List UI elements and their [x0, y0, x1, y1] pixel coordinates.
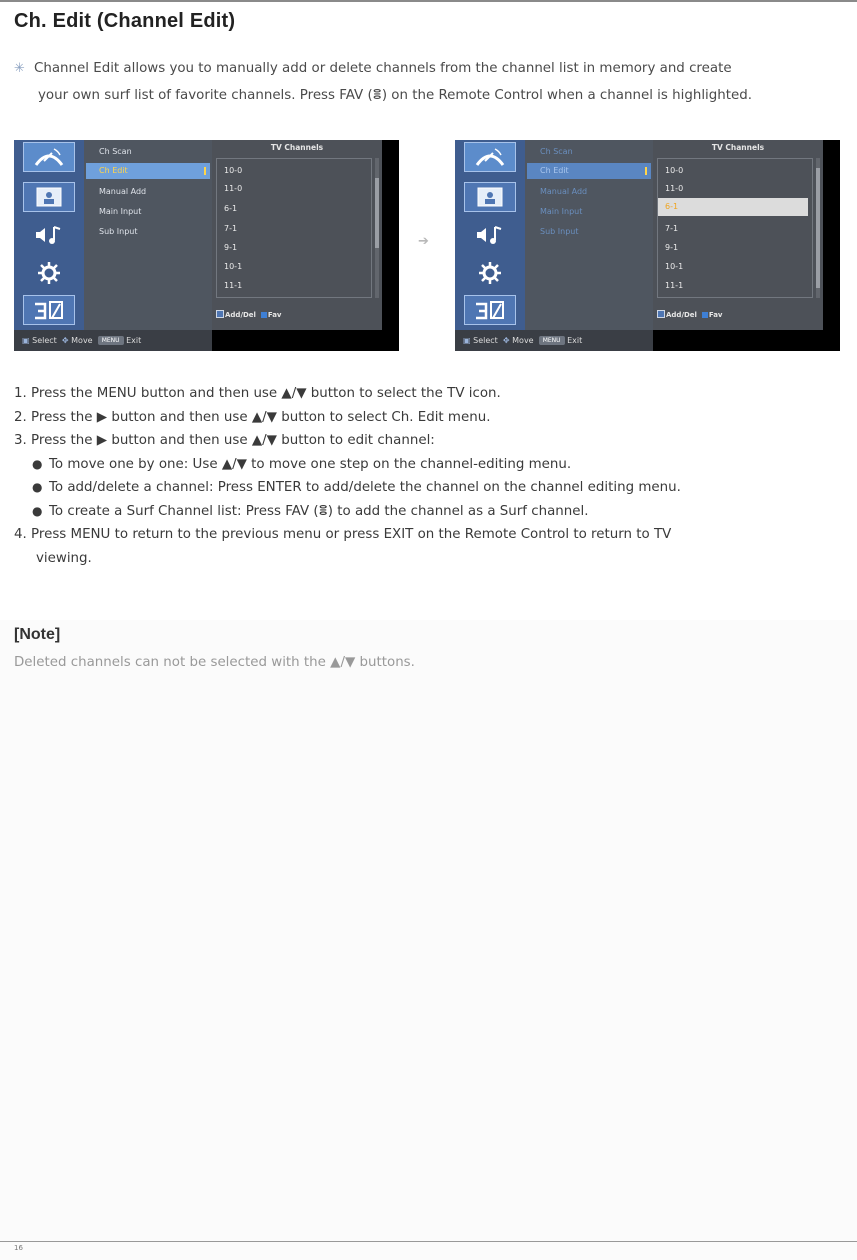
menu-item-ch-scan[interactable]: Ch Scan	[99, 147, 132, 156]
osd-menu-column	[84, 140, 212, 330]
scroll-thumb[interactable]	[816, 168, 820, 288]
channel-row[interactable]: 11-0	[224, 184, 243, 193]
input-icon	[464, 295, 516, 325]
step-3: 3. Press the ▶ button and then use ▲/▼ button to edit channel:	[14, 433, 435, 448]
select-key-icon: ▣	[22, 336, 30, 345]
note-title: [Note]	[14, 626, 61, 643]
channel-legend	[657, 310, 723, 319]
channel-row[interactable]: 9-1	[224, 243, 238, 252]
channel-row-selected[interactable]: 6-1	[658, 198, 808, 216]
channel-panel	[653, 140, 823, 330]
step-3-bullet-1	[14, 453, 844, 477]
osd-screenshot-after	[455, 140, 840, 351]
step-4-continued: viewing.	[36, 550, 92, 566]
osd-bottom-bar	[455, 330, 653, 351]
gear-icon	[23, 258, 75, 288]
bullet-text: To move one by one: Use ▲/▼ to move one step on the channel-editing menu.	[49, 456, 572, 472]
menu-item-manual-add[interactable]: Manual Add	[540, 187, 588, 196]
add-del-key-icon	[216, 310, 224, 318]
channel-row[interactable]: 11-1	[224, 281, 243, 290]
step-3-bullet-2	[14, 476, 844, 500]
note-section	[0, 620, 857, 1260]
channel-row[interactable]: 10-0	[665, 166, 684, 175]
note-text: Deleted channels can not be selected with the ▲/▼ buttons.	[14, 655, 415, 670]
intro-rest: your own surf list of favorite channels. Press FAV (ⴻ) on the Remote Control when a channel is highlighted.	[38, 88, 752, 103]
channel-row[interactable]: 11-0	[665, 184, 684, 193]
intro-paragraph	[14, 55, 814, 109]
bottom-select-label: Select	[32, 336, 57, 345]
bullet-dot-icon: ●	[32, 480, 43, 494]
channel-legend	[216, 310, 282, 319]
satellite-icon	[464, 142, 516, 172]
picture-icon	[23, 182, 75, 212]
channel-panel-title: TV Channels	[711, 143, 765, 152]
channel-row[interactable]: 7-1	[224, 224, 238, 233]
sparkle-icon: ✳	[14, 61, 25, 76]
menu-item-ch-edit[interactable]: Ch Edit	[86, 163, 210, 179]
top-rule	[0, 0, 857, 2]
page-title: Ch. Edit (Channel Edit)	[14, 10, 236, 32]
legend-fav: Fav	[708, 311, 723, 319]
channel-row[interactable]: 10-1	[224, 262, 243, 271]
bottom-move-label: Move	[71, 336, 93, 345]
add-del-key-icon	[657, 310, 665, 318]
osd-right-strip	[823, 140, 840, 351]
bottom-exit-label: Exit	[126, 336, 142, 345]
channel-scrollbar[interactable]	[816, 158, 820, 298]
input-icon	[23, 295, 75, 325]
bottom-exit-label: Exit	[567, 336, 583, 345]
step-4: 4. Press MENU to return to the previous menu or press EXIT on the Remote Control to return to TV	[14, 527, 672, 542]
bullet-dot-icon: ●	[32, 503, 43, 518]
menu-item-sub-input[interactable]: Sub Input	[540, 227, 579, 236]
legend-add-del: Add/Del	[225, 311, 256, 319]
channel-panel	[212, 140, 382, 330]
sound-icon	[23, 220, 75, 250]
legend-fav: Fav	[267, 311, 282, 319]
menu-item-main-input[interactable]: Main Input	[99, 207, 142, 216]
bottom-rule	[0, 1241, 857, 1242]
channel-row[interactable]: 6-1	[224, 204, 238, 213]
bullet-text: To create a Surf Channel list: Press FAV (ⴻ) to add the channel as a Surf channel.	[49, 503, 589, 519]
osd-icon-column	[455, 140, 525, 330]
channel-row[interactable]: 11-1	[665, 281, 684, 290]
osd-menu-column	[525, 140, 653, 330]
fav-key-icon	[702, 312, 708, 318]
move-arrows-icon: ✥	[61, 336, 69, 345]
bullet-text: To add/delete a channel: Press ENTER to add/delete the channel on the channel editing menu.	[49, 480, 681, 495]
channel-list	[657, 158, 813, 298]
channel-row[interactable]: 9-1	[665, 243, 679, 252]
osd-bottom-bar	[14, 330, 212, 351]
gear-icon	[464, 258, 516, 288]
osd-icon-column	[14, 140, 84, 330]
channel-list	[216, 158, 372, 298]
page-number: 16	[14, 1244, 23, 1252]
satellite-icon	[23, 142, 75, 172]
menu-item-ch-scan[interactable]: Ch Scan	[540, 147, 573, 156]
menu-key-icon: MENU	[98, 336, 124, 345]
menu-item-main-input[interactable]: Main Input	[540, 207, 583, 216]
bottom-select-label: Select	[473, 336, 498, 345]
menu-item-ch-edit[interactable]: Ch Edit	[527, 163, 651, 179]
scroll-thumb[interactable]	[375, 178, 379, 248]
move-arrows-icon: ✥	[502, 336, 510, 345]
steps-list	[14, 382, 844, 570]
bullet-dot-icon: ●	[32, 456, 43, 471]
channel-panel-title: TV Channels	[270, 143, 324, 152]
menu-item-manual-add[interactable]: Manual Add	[99, 187, 147, 196]
channel-row[interactable]: 7-1	[665, 224, 679, 233]
bottom-move-label: Move	[512, 336, 534, 345]
menu-item-sub-input[interactable]: Sub Input	[99, 227, 138, 236]
step-2: 2. Press the ▶ button and then use ▲/▼ button to select Ch. Edit menu.	[14, 409, 491, 425]
picture-icon	[464, 182, 516, 212]
channel-row[interactable]: 10-1	[665, 262, 684, 271]
menu-key-icon: MENU	[539, 336, 565, 345]
arrow-right-icon: ➔	[418, 234, 429, 249]
intro-first-line: Channel Edit allows you to manually add or delete channels from the channel list in memory and create	[34, 61, 732, 76]
osd-screenshot-before	[14, 140, 399, 351]
channel-scrollbar[interactable]	[375, 158, 379, 298]
step-3-bullet-3	[14, 500, 844, 524]
osd-right-strip	[382, 140, 399, 351]
sound-icon	[464, 220, 516, 250]
legend-add-del: Add/Del	[666, 311, 697, 319]
fav-key-icon	[261, 312, 267, 318]
step-1: 1. Press the MENU button and then use ▲/▼ button to select the TV icon.	[14, 386, 501, 401]
select-key-icon: ▣	[463, 336, 471, 345]
channel-row[interactable]: 10-0	[224, 166, 243, 175]
